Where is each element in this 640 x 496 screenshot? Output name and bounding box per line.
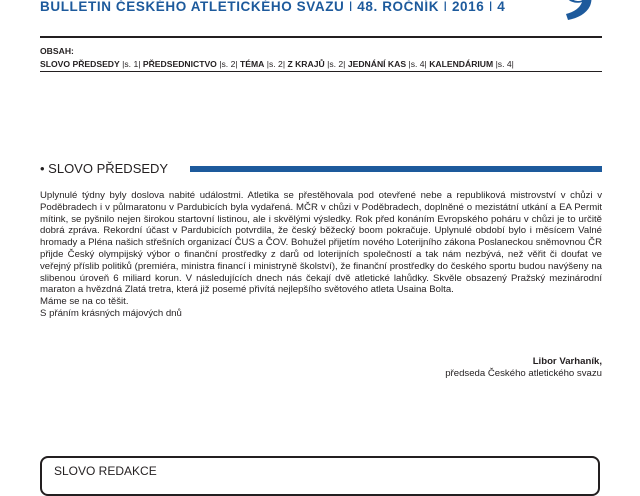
editorial-box bbox=[40, 456, 600, 496]
section-header bbox=[40, 161, 602, 177]
article-paragraph: Máme se na co těšit. bbox=[40, 296, 129, 308]
article-paragraph: S přáním krásných májových dnů bbox=[40, 307, 182, 319]
contents-item[interactable]: PŘEDSEDNICTVO |s. 2| bbox=[142, 59, 238, 69]
contents-item[interactable]: TÉMA |s. 2| bbox=[239, 59, 286, 69]
issue-mark-graphic bbox=[560, 0, 604, 22]
section-title: • SLOVO PŘEDSEDY bbox=[40, 161, 169, 176]
contents-label: OBSAH: bbox=[40, 46, 74, 56]
year-label: 2016 bbox=[451, 0, 485, 14]
contents-rule bbox=[40, 71, 602, 72]
top-rule bbox=[40, 36, 602, 38]
contents-item[interactable]: KALENDÁRIUM |s. 4| bbox=[429, 59, 514, 69]
signature-role: předseda Českého atletického svazu bbox=[445, 367, 602, 379]
signature-block bbox=[445, 356, 602, 380]
signature-name: Libor Varhaník, bbox=[532, 356, 602, 367]
contents-item[interactable]: SLOVO PŘEDSEDY |s. 1| bbox=[40, 59, 141, 69]
issue-number: 4 bbox=[497, 0, 506, 14]
masthead-separator: I bbox=[348, 0, 353, 14]
contents-list bbox=[40, 59, 514, 69]
masthead-separator: I bbox=[488, 0, 493, 14]
article-body bbox=[40, 190, 602, 320]
editorial-box-title: SLOVO REDAKCE bbox=[54, 464, 157, 478]
contents-item[interactable]: JEDNÁNÍ KAS |s. 4| bbox=[347, 59, 427, 69]
bulletin-title: BULLETIN ČESKÉHO ATLETICKÉHO SVAZU bbox=[40, 0, 345, 14]
section-accent-bar bbox=[190, 166, 602, 172]
masthead-separator: I bbox=[443, 0, 448, 14]
volume-label: 48. ROČNÍK bbox=[357, 0, 440, 14]
contents-item[interactable]: Z KRAJŮ |s. 2| bbox=[287, 59, 346, 69]
article-paragraph: Uplynulé týdny byly doslova nabité událostmi. Atletika se přestěhovala pod otevřené nebe a republiková mistrovství v chůzi v Poděbradech i v půlmaratonu v Pardubicích byla vydařená. MČR v chůzi v Poděbradech, doplněné o mezistátní utkání a EA Permit mítink, se pyšnilo nejen širokou startovní listinou, ale i skvělými výsledky. Rok před konáním Evropského poháru v chůzi je to určitě dobrá zpráva. Rekordní účast v Pardubicích potvrdila, že český běžecký boom pokračuje. Uplynulé období bylo i měsícem Valné hromady a Pléna našich střešních organizací ČUS a ČOV. Bohužel přijetím nového Loterijního zákona Poslaneckou sněmovnou ČR přijde Český olympijský výbor o finanční prostředky z darů od loterijních společností a tak nám nezbývá, než věřit či doufat ve veřejný příslib politiků (premiéra, ministra financí i ministryně školství), že finanční prostředky do českého sportu budou navýšeny na slibenou úroveň 6 miliard korun. V následujících dnech nás čekají dvě atletické lahůdky. Skvěle obsazený Pražský mezinárodní maraton a hvězdná Zlatá tretra, která již posemé přivítá nejlepšího světového atleta Usaina Bolta. bbox=[40, 190, 602, 296]
masthead bbox=[40, 0, 600, 19]
